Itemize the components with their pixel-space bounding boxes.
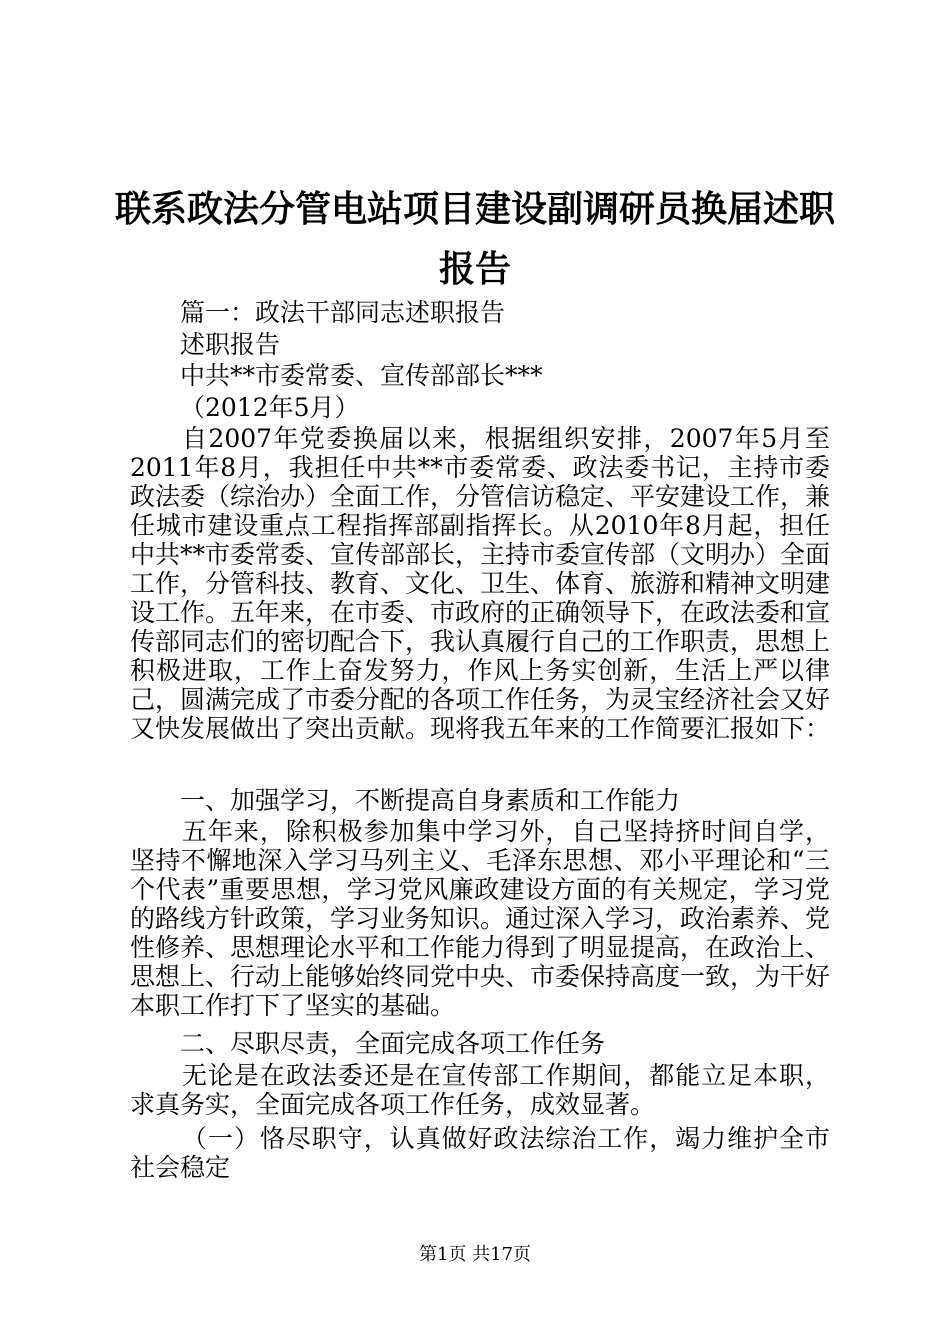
paragraph-duties: 无论是在政法委还是在宣传部工作期间，都能立足本职，求真务实，全面完成各项工作任务，成效显著。	[130, 1061, 830, 1119]
heading-study: 一、加强学习，不断提高自身素质和工作能力	[180, 786, 681, 815]
author-line: 中共**市委常委、宣传部部长***	[180, 361, 543, 390]
paragraph-study: 五年来，除积极参加集中学习外，自己坚持挤时间自学，坚持不懈地深入学习马列主义、毛泽东思想、邓小平理论和“三个代表”重要思想，学习党风廉政建设方面的有关规定，学习党的路线方针政策，学习业务知识。通过深入学习，政治素养、党性修养、思想理论水平和工作能力得到了明显提高，在政治上、思想上、行动上能够始终同党中央、市委保持高度一致，为干好本职工作打下了坚实的基础。	[130, 817, 831, 1020]
report-label: 述职报告	[180, 330, 281, 359]
paragraph-subheading-1: （一）恪尽职守，认真做好政法综治工作，竭力维护全市社会稳定	[130, 1124, 830, 1182]
page-footer: 第1页 共17页	[418, 1244, 532, 1265]
section-heading: 篇一：政法干部同志述职报告	[180, 298, 506, 327]
heading-duties: 二、尽职尽责，全面完成各项工作任务	[180, 1029, 606, 1058]
paragraph-intro: 自2007年党委换届以来，根据组织安排，2007年5月至2011年8月，我担任中共**市委常委、政法委书记，主持市委政法委（综治办）全面工作，分管信访稳定、平安建设工作，兼任城市建设重点工程指挥部副指挥长。从2010年8月起，担任中共**市委常委、宣传部部长，主持市委宣传部（文明办）全面工作，分管科技、教育、文化、卫生、体育、旅游和精神文明建设工作。五年来，在市委、市政府的正确领导下，在政法委和宣传部同志们的密切配合下，我认真履行自己的工作职责，思想上积极进取，工作上奋发努力，作风上务实创新，生活上严以律己，圆满完成了市委分配的各项工作任务，为灵宝经济社会又好又快发展做出了突出贡献。现将我五年来的工作简要汇报如下：	[130, 424, 831, 743]
date-line: （2012年5月）	[180, 393, 360, 422]
document-title-line-2: 报告	[438, 248, 511, 290]
document-title-line-1: 联系政法分管电站项目建设副调研员换届述职	[114, 188, 835, 230]
